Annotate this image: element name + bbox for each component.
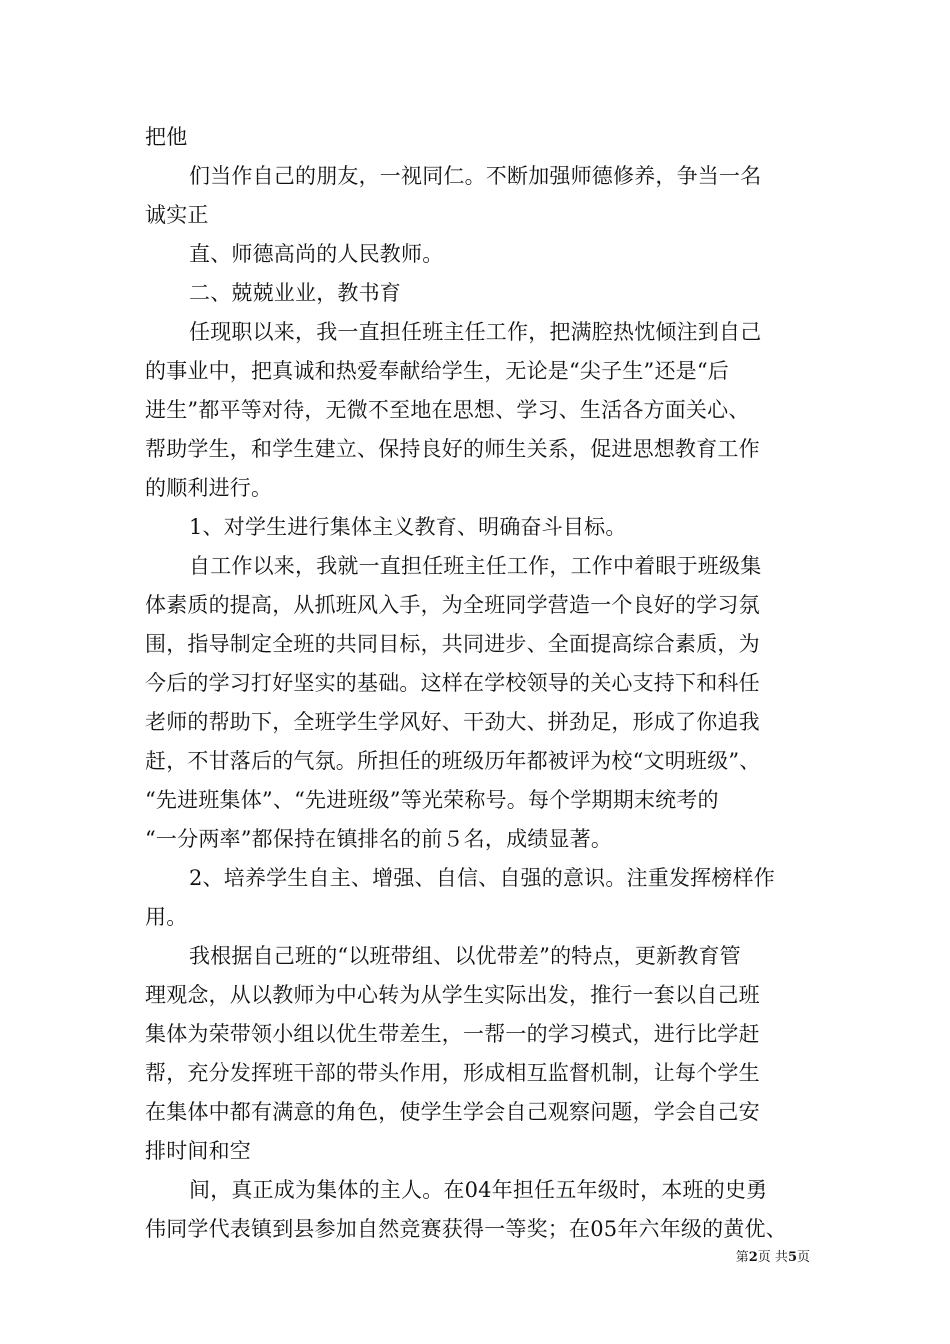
text-line: 用。 [145,905,188,929]
text-line: 把他 [145,125,188,149]
footer-total-pages: 5 [787,1250,797,1265]
text-line: “一分两率”都保持在镇排名的前５名，成绩显著。 [145,827,613,851]
text-line: 排时间和空 [145,1139,251,1163]
page-footer [700,1246,810,1265]
text-line: 自工作以来，我就一直担任班主任工作，工作中着眼于班级集 [189,554,762,578]
text-line: 赶，不甘落后的气氛。所担任的班级历年都被评为校“文明班级”、 [145,749,761,773]
text-line: “先进班集体”、“先进班级”等光荣称号。每个学期期末统考的 [145,788,719,812]
text-line: 帮助学生，和学生建立、保持良好的师生关系，促进思想教育工作 [145,437,760,461]
text-line: 直、师德高尚的人民教师。 [189,242,444,266]
text-line: 在集体中都有满意的角色，使学生学会自己观察问题，学会自己安 [145,1100,760,1124]
text-line: 二、兢兢业业，教书育 [189,281,401,305]
text-line: 帮，充分发挥班干部的带头作用，形成相互监督机制，让每个学生 [145,1061,760,1085]
text-line: 1、对学生进行集体主义教育、明确奋斗目标。 [189,515,627,539]
text-line: 2、培养学生自主、增强、自信、自强的意识。注重发挥榜样作 [189,866,775,890]
document-body [145,118,815,1249]
text-line: 集体为荣带领小组以优生带差生，一帮一的学习模式，进行比学赶 [145,1022,760,1046]
text-line: 理观念，从以教师为中心转为从学生实际出发，推行一套以自己班 [145,983,760,1007]
text-line: 我根据自己班的“以班带组、以优带差”的特点，更新教育管 [189,944,741,968]
text-line: 老师的帮助下，全班学生学风好、干劲大、拼劲足，形成了你追我 [145,710,760,734]
text-line: 间，真正成为集体的主人。在04年担任五年级时，本班的史勇 [189,1178,768,1202]
text-line: 的事业中，把真诚和热爱奉献给学生，无论是“尖子生”还是“后 [145,359,730,383]
text-line: 围，指导制定全班的共同目标，共同进步、全面提高综合素质，为 [145,632,760,656]
footer-prefix: 第 [735,1250,749,1265]
text-line: 进生”都平等对待，无微不至地在思想、学习、生活各方面关心、 [145,398,750,422]
text-line: 今后的学习打好坚实的基础。这样在学校领导的关心支持下和科任 [145,671,760,695]
text-line: 伟同学代表镇到县参加自然竞赛获得一等奖；在05年六年级的黄优、 [145,1217,787,1241]
text-line: 任现职以来，我一直担任班主任工作，把满腔热忱倾注到自己 [189,320,762,344]
text-line: 的顺利进行。 [145,476,273,500]
footer-current-page: 2 [748,1250,758,1265]
text-line: 诚实正 [145,203,209,227]
footer-middle: 页 共 [757,1250,788,1265]
text-line: 体素质的提高，从抓班风入手，为全班同学营造一个良好的学习氛 [145,593,760,617]
text-line: 们当作自己的朋友，一视同仁。不断加强师德修养，争当一名 [189,164,762,188]
footer-suffix: 页 [796,1250,810,1265]
